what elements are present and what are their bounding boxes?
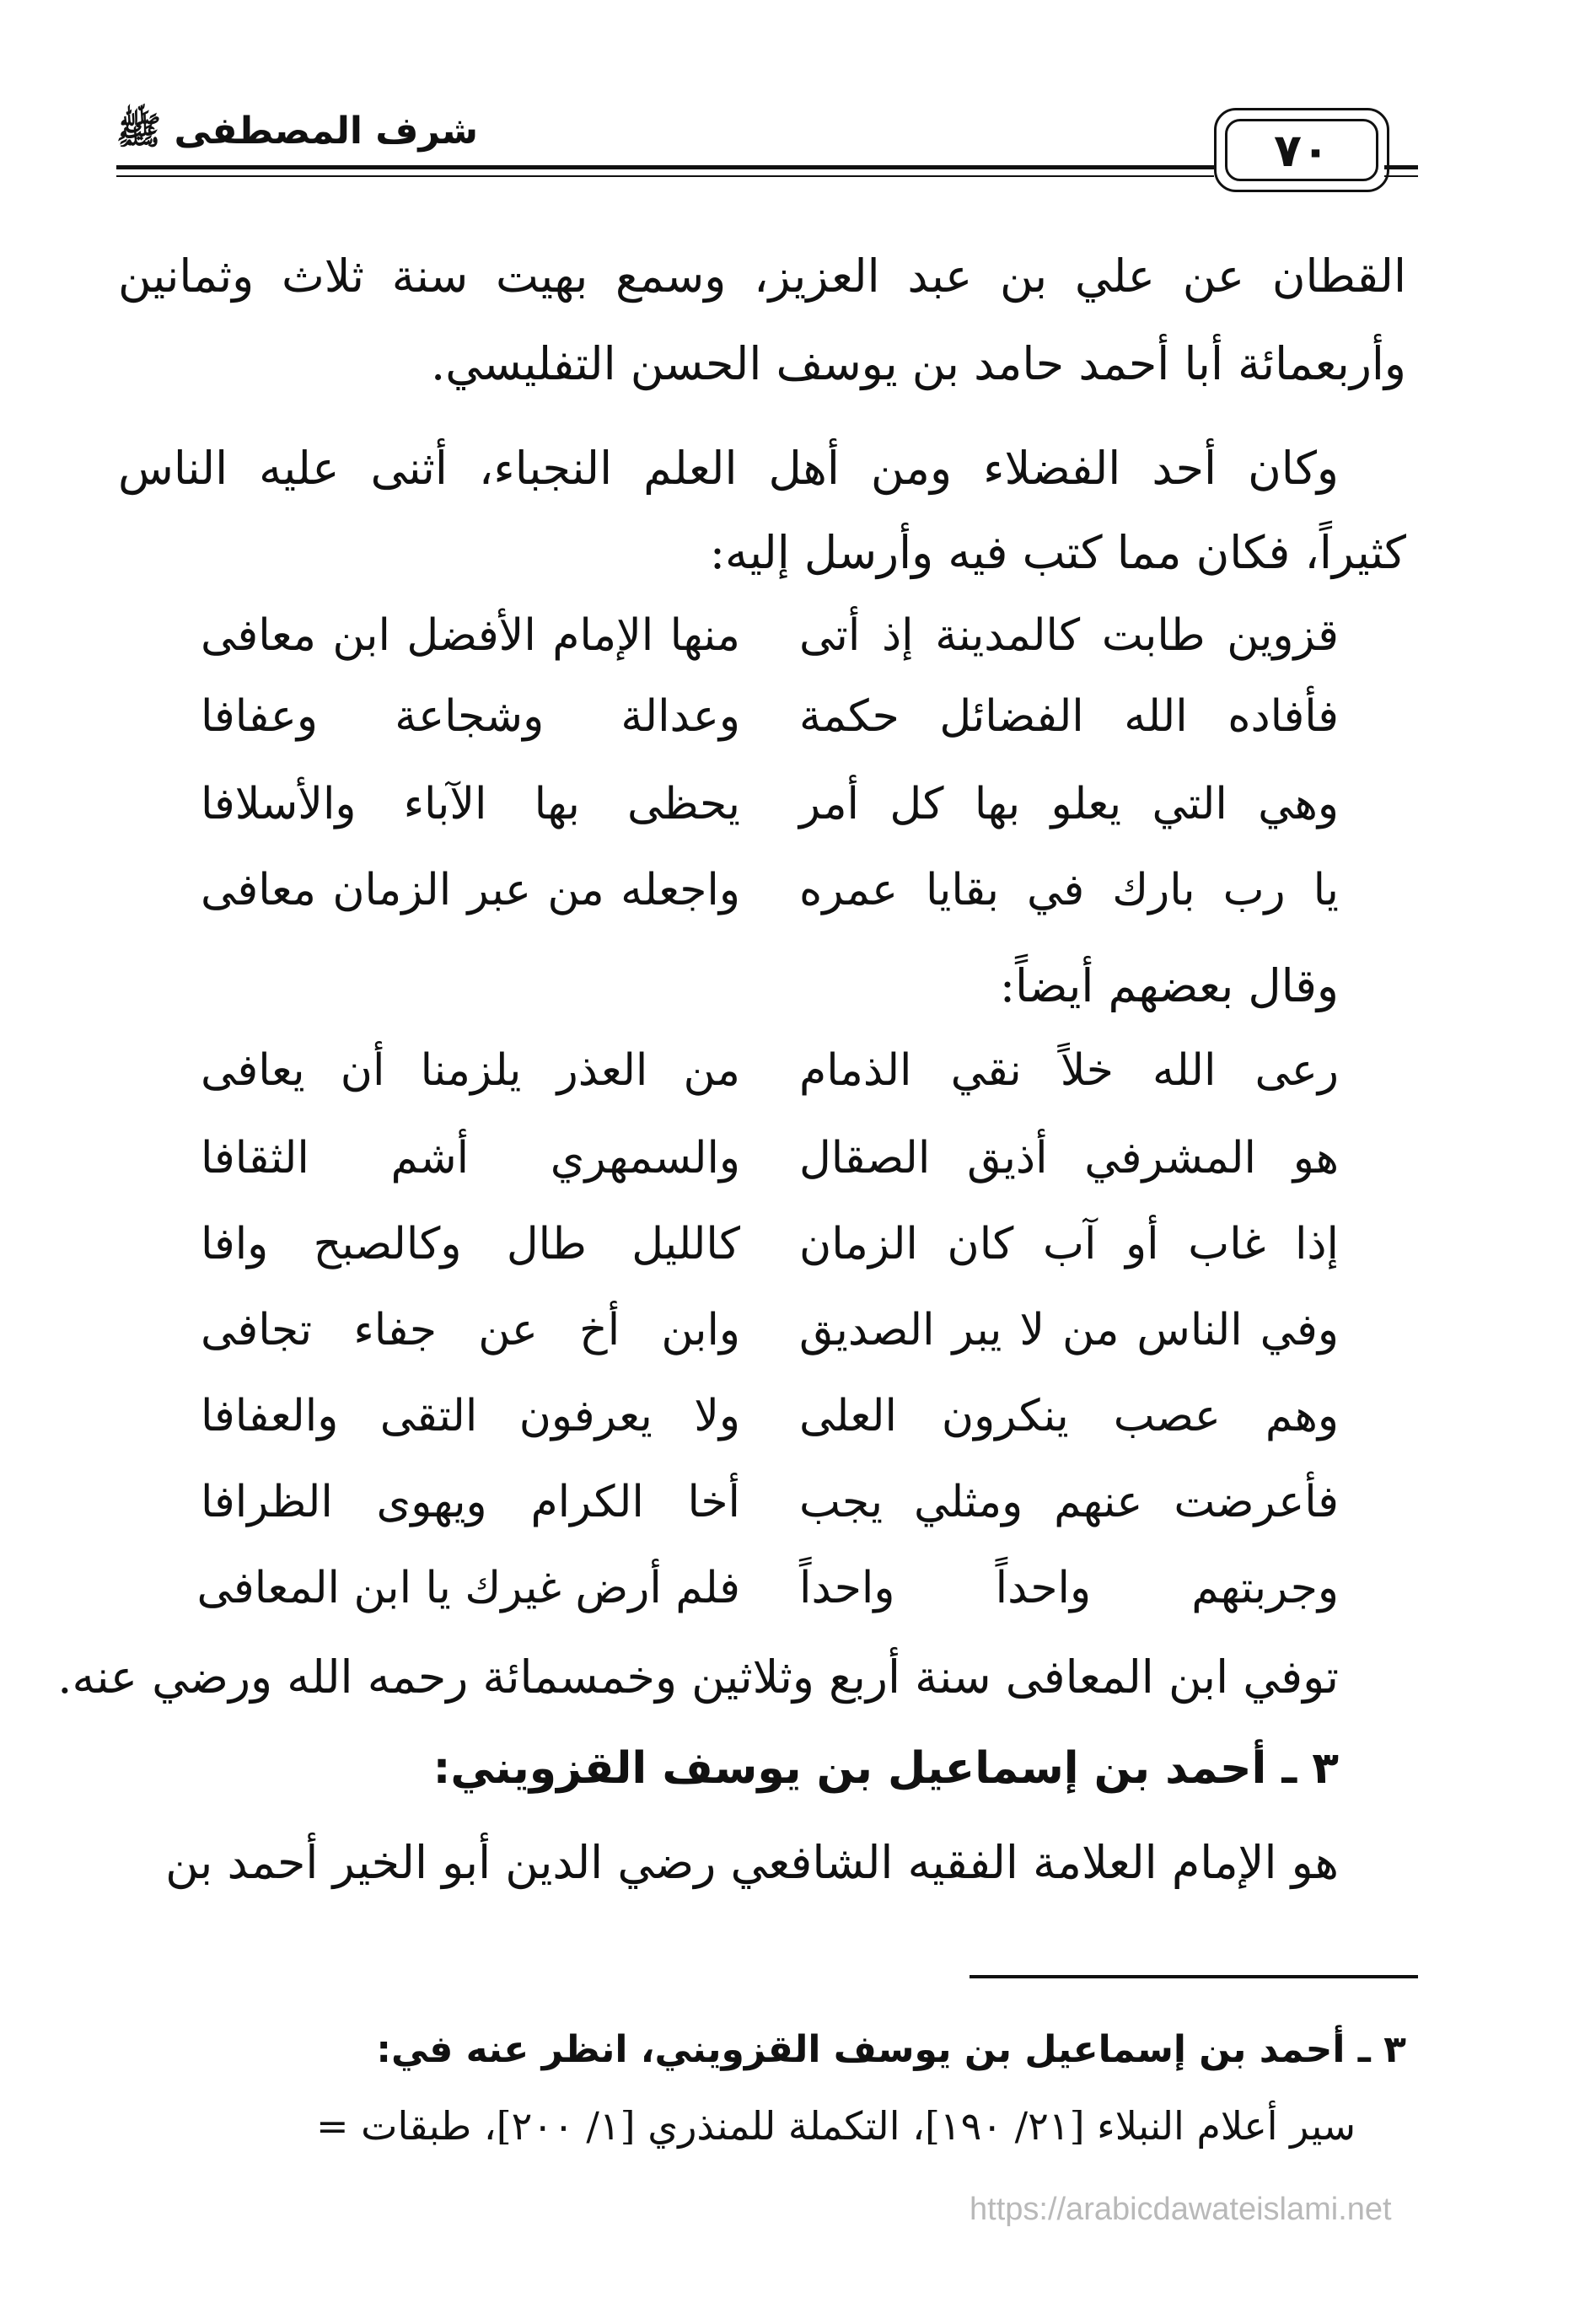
paragraph-line: وأربعمائة أبا أحمد حامد بن يوسف الحسن التفليسي. [431, 337, 1406, 390]
verse-second-hemistich: وعدالة وشجاعة وعفافا [201, 691, 740, 742]
verse-second-hemistich: من العذر يلزمنا أن يعافى [201, 1045, 740, 1096]
header-rule-left [116, 165, 1214, 169]
death-note: توفي ابن المعافى سنة أربع وثلاثين وخمسمائة رحمه الله ورضي عنه. [57, 1650, 1339, 1704]
paragraph-line: كثيراً، فكان مما كتب فيه وأرسل إليه: [709, 526, 1406, 579]
verse-second-hemistich: منها الإمام الأفضل ابن معافى [201, 610, 740, 661]
verse-first-hemistich: إذا غاب أو آب كان الزمان [799, 1219, 1339, 1269]
header-rule-right-thin [1384, 175, 1418, 177]
verse-second-hemistich: فلم أرض غيرك يا ابن المعافى [196, 1563, 740, 1613]
verse-first-hemistich: فأعرضت عنهم ومثلي يجب [799, 1477, 1339, 1527]
verse-first-hemistich: وجربتهم واحداً واحداً [799, 1563, 1339, 1613]
footnote-separator [970, 1975, 1418, 1978]
verse-first-hemistich: وهي التي يعلو بها كل أمر [799, 779, 1339, 829]
verse-first-hemistich: وهم عصب ينكرون العلى [799, 1391, 1339, 1441]
paragraph-line: وكان أحد الفضلاء ومن أهل العلم النجباء، أثنى عليه الناس [118, 442, 1339, 495]
verse-first-hemistich: رعى الله خلاً نقي الذمام [799, 1045, 1339, 1096]
running-header-title: شرف المصطفى ﷺ [116, 110, 479, 153]
page-number: ٧٠ [1225, 119, 1378, 181]
verse-first-hemistich: يا رب بارك في بقايا عمره [799, 865, 1339, 915]
verse-first-hemistich: وفي الناس من لا يبر الصديق [799, 1305, 1339, 1355]
verse-first-hemistich: هو المشرفي أذيق الصقال [799, 1133, 1339, 1183]
verse-second-hemistich: وابن أخ عن جفاء تجافى [201, 1305, 740, 1355]
poem-intro: وقال بعضهم أيضاً: [999, 959, 1339, 1012]
header-rule-left-thin [116, 175, 1214, 177]
footnote-line: ٣ ـ أحمد بن إسماعيل بن يوسف القزويني، انظر عنه في: [376, 2028, 1406, 2071]
verse-second-hemistich: أخا الكرام ويهوى الظرافا [201, 1477, 740, 1527]
paragraph-line: القطان عن علي بن عبد العزيز، وسمع بهيت سنة ثلاث وثمانين [118, 250, 1406, 303]
verse-second-hemistich: والسمهري أشم الثقافا [201, 1133, 740, 1183]
verse-first-hemistich: فأفاده الله الفضائل حكمة [799, 691, 1339, 742]
verse-second-hemistich: ولا يعرفون التقى والعفافا [201, 1391, 740, 1441]
footnote-line: سير أعلام النبلاء [٢١/ ١٩٠]، التكملة للمنذري [١/ ٢٠٠]، طبقات = [316, 2103, 1356, 2149]
verse-second-hemistich: واجعله من عبر الزمان معافى [201, 865, 740, 915]
verse-second-hemistich: كالليل طال وكالصبح وافا [201, 1219, 740, 1269]
section-text-line: هو الإمام العلامة الفقيه الشافعي رضي الدين أبو الخير أحمد بن [165, 1836, 1339, 1889]
verse-first-hemistich: قزوين طابت كالمدينة إذ أتى [799, 610, 1339, 661]
header-rule-right [1384, 165, 1418, 169]
section-heading: ٣ ـ أحمد بن إسماعيل بن يوسف القزويني: [432, 1743, 1339, 1794]
page-number-frame [1214, 108, 1389, 192]
verse-second-hemistich: يحظى بها الآباء والأسلافا [201, 779, 740, 829]
watermark-url: https://arabicdawateislami.net [970, 2192, 1392, 2227]
